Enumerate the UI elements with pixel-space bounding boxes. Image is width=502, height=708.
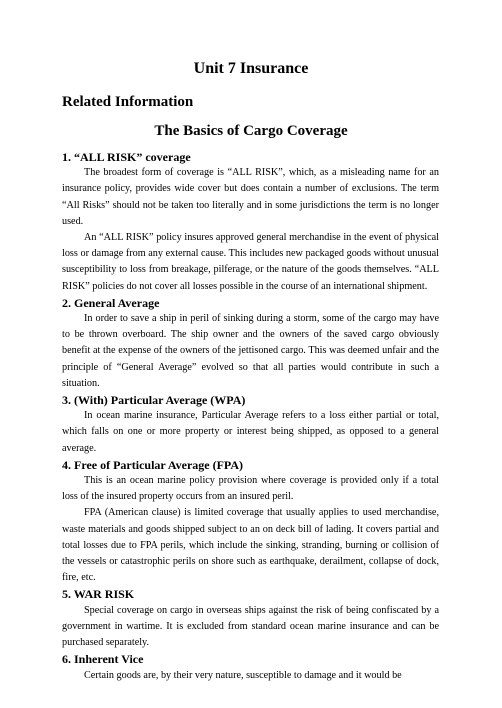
paragraph: Certain goods are, by their very nature, susceptible to damage and it would be — [84, 669, 402, 681]
section-heading: 5. WAR RISK — [62, 587, 135, 602]
section-wpa — [62, 392, 439, 457]
section-inherent-vice — [62, 651, 439, 683]
section-heading: 1. “ALL RISK” coverage — [62, 150, 191, 164]
paragraph: Special coverage on cargo in overseas ships against the risk of being confiscated by a government in wartime. It is excluded from standard ocean marine insurance and can be purchased separately. — [62, 604, 439, 649]
paragraph: An “ALL RISK” policy insures approved general merchandise in the event of physical loss or damage from any external cause. This includes new packaged goods without unusual susceptibility to loss from breakage, pilferage, or the nature of the goods themselves. “ALL RISK” policies do not cover all losses possible in the course of an international shipment. — [62, 232, 439, 292]
paragraph: FPA (American clause) is limited coverage that usually applies to used merchandise, waste materials and goods shipped subject to an on deck bill of lading. It covers partial and total losses due to FPA perils, which include the sinking, stranding, burning or collision of the vessels or catastrophic perils on shore such as earthquake, derailment, collapse of dock, fire, etc. — [62, 507, 439, 584]
section-war-risk — [62, 586, 439, 651]
section-heading: 3. (With) Particular Average (WPA) — [62, 393, 246, 408]
paragraph: The broadest form of coverage is “ALL RISK”, which, as a misleading name for an insurance policy, provides wide cover but does contain a number of exclusions. The term “All Risks” should not be taken too literally and in some jurisdictions the term is no longer used. — [62, 167, 439, 227]
section-all-risk — [62, 149, 439, 295]
section-heading: 2. General Average — [62, 295, 160, 310]
section-heading: 6. Inherent Vice — [62, 652, 144, 667]
section-heading: 4. Free of Particular Average (FPA) — [62, 457, 244, 472]
paragraph: This is an ocean marine policy provision where coverage is provided only if a total loss of the insured property occurs from an insured peril. — [62, 475, 439, 503]
paragraph: In order to save a ship in peril of sinking during a storm, some of the cargo may have to be thrown overboard. The ship owner and the owners of the saved cargo obviously benefit at the expense of the owners of the jettisoned cargo. This was deemed unfair and the principle of “General Average” evolved so that all parties would contribute in such a situation. — [62, 313, 439, 389]
section-title: The Basics of Cargo Coverage — [154, 123, 348, 139]
section-fpa — [62, 457, 439, 587]
related-information-heading: Related Information — [62, 94, 194, 110]
unit-title: Unit 7 Insurance — [193, 60, 309, 77]
paragraph: In ocean marine insurance, Particular Average refers to a loss either partial or total, which falls on one or more property or interest being shipped, as opposed to a general average. — [62, 410, 439, 454]
document-body — [62, 149, 439, 684]
section-general-average — [62, 295, 439, 392]
